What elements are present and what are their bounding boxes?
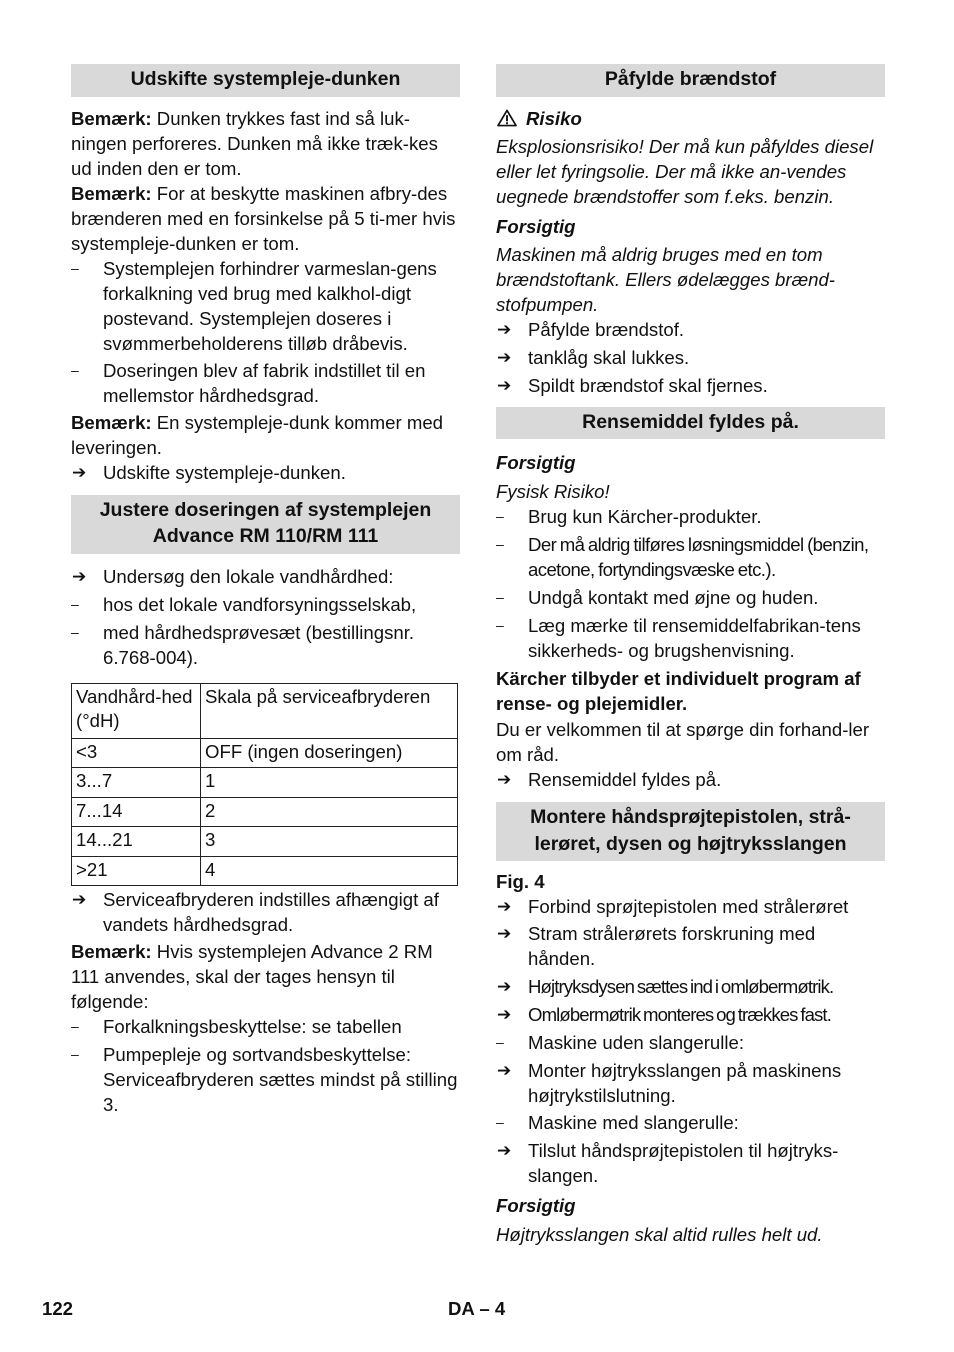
list-item (71, 1042, 460, 1117)
table-header-cell: Skala på serviceafbryderen (201, 683, 458, 738)
caution-text: Højtryksslangen skal altid rulles helt ud. (496, 1224, 823, 1245)
table-row (72, 797, 458, 827)
table-cell: 3 (201, 827, 458, 857)
list-item (71, 620, 460, 670)
action-item (496, 317, 885, 342)
table-header-cell: Vandhård-hed (°dH) (72, 683, 201, 738)
list-item-text: Maskine uden slangerulle: (528, 1032, 745, 1053)
heading-line: Justere doseringen af systemplejen (99, 498, 432, 521)
left-column (71, 64, 460, 1117)
list-item-text: Doseringen blev af fabrik indstillet til en mellemstor hårdhedsgrad. (103, 359, 426, 406)
action-text: Serviceafbryderen indstilles afhængigt af vandets hårdhedsgrad. (103, 889, 439, 935)
dash-bullet: – (71, 259, 79, 276)
action-text: Højtryksdysen sættes ind i omløbermøtrik. (528, 976, 834, 997)
heading-line: Advance RM 110/RM 111 (152, 525, 379, 547)
note-label: Bemærk: (71, 182, 152, 204)
list-item-text: med hårdhedsprøvesæt (bestillingsnr. 6.768-004). (103, 621, 415, 668)
arrow-right-icon: ➔ (72, 566, 87, 586)
page-number: 122 (42, 1298, 74, 1319)
note-text: En systempleje-dunk kommer med leveringen. (71, 411, 444, 458)
list-item (71, 1014, 460, 1039)
dash-bullet: – (71, 1046, 79, 1062)
dash-bullet: – (71, 595, 79, 612)
list-item-text: Læg mærke til rensemiddelfabrikan-tens sikkerheds- og brugshenvisning. (528, 615, 861, 661)
list-item-text: Der må aldrig tilføres løsningsmiddel (benzin, acetone, fortyndingsvæske etc.). (528, 534, 869, 580)
note-2 (71, 181, 460, 256)
dash-bullet: – (71, 1018, 79, 1034)
heading-line: Montere håndsprøjtepistolen, strå- (530, 806, 851, 828)
action-item (496, 373, 885, 398)
dash-bullet: – (496, 1114, 504, 1130)
action-text: Rensemiddel fyldes på. (528, 769, 722, 790)
arrow-right-icon: ➔ (497, 347, 512, 367)
list-item-text: Brug kun Kärcher-produkter. (528, 506, 762, 527)
action-item (71, 564, 460, 589)
arrow-right-icon: ➔ (72, 462, 87, 482)
list-item-text: Systemplejen forhindrer varmeslan-gens forkalkning ved brug med kalkhol-digt postevand. Systemplejen doseres i svømmerbeholderens tilløb dråbevis. (103, 257, 437, 354)
action-item (496, 921, 885, 971)
action-text: Påfylde brændstof. (528, 318, 685, 340)
table-cell: 7...14 (72, 797, 201, 827)
table-row (72, 768, 458, 798)
list-item-text: Maskine med slangerulle: (528, 1112, 739, 1133)
action-text: Monter højtryksslangen på maskinens højtrykstilslutning. (528, 1060, 842, 1106)
action-text: Tilslut håndsprøjtepistolen til højtryks-slangen. (528, 1140, 839, 1186)
warning-triangle-icon (496, 109, 518, 127)
dash-bullet: – (71, 361, 79, 378)
action-item (496, 1058, 885, 1108)
section-heading-refuel: Påfylde brændstof (496, 64, 885, 97)
caution-text: Fysisk Risiko! (496, 481, 610, 502)
action-item (496, 345, 885, 370)
table-cell: 3...7 (72, 768, 201, 798)
section-heading-replace-canister: Udskifte systempleje-dunken (71, 64, 460, 97)
table-row (72, 738, 458, 768)
language-page-indicator: DA – 4 (448, 1298, 506, 1319)
action-text: Forbind sprøjtepistolen med strålerøret (528, 896, 849, 917)
table-cell: 2 (201, 797, 458, 827)
arrow-right-icon: ➔ (497, 924, 512, 943)
list-item (496, 504, 885, 529)
hardness-table (71, 683, 458, 887)
action-text: Spildt brændstof skal fjernes. (528, 374, 768, 396)
table-cell: OFF (ingen doseringen) (201, 738, 458, 768)
list-item-text: hos det lokale vandforsyningsselskab, (103, 593, 417, 615)
arrow-right-icon: ➔ (72, 890, 87, 909)
list-item (496, 585, 885, 610)
dash-bullet: – (496, 508, 504, 524)
dash-bullet: – (496, 1034, 504, 1050)
risk-text: Eksplosionsrisiko! Der må kun påfyldes diesel eller let fyringsolie. Der må ikke an-vendes uegnede brændstoffer som f.eks. benzin. (496, 135, 874, 207)
risk-label-text: Risiko (526, 107, 582, 129)
section-heading-mount-gun (496, 802, 885, 861)
section-heading-adjust-dosing (71, 495, 460, 554)
figure-reference: Fig. 4 (496, 871, 545, 892)
action-item (496, 1002, 885, 1027)
caution-label: Forsigtig (496, 1195, 576, 1216)
action-text: Stram strålerørets forskruning med hånden. (528, 923, 816, 969)
action-text: Udskifte systempleje-dunken. (103, 461, 346, 483)
note-3 (71, 410, 460, 460)
dealer-info: Du er velkommen til at spørge din forhand-ler om råd. (496, 719, 870, 765)
action-text: Omløbermøtrik monteres og trækkes fast. (528, 1004, 831, 1025)
list-item-text: Undgå kontakt med øjne og huden. (528, 587, 819, 608)
arrow-right-icon: ➔ (497, 1141, 512, 1160)
table-row (72, 827, 458, 857)
action-text: tanklåg skal lukkes. (528, 346, 690, 368)
note-4 (71, 939, 460, 1014)
arrow-right-icon: ➔ (497, 897, 512, 916)
note-text: Dunken trykkes fast ind så luk-ningen perforeres. Dunken må ikke træk-kes ud inden den er tom. (71, 107, 438, 179)
list-item-text: Forkalkningsbeskyttelse: se tabellen (103, 1016, 402, 1037)
dash-bullet: – (496, 536, 504, 552)
dash-bullet: – (496, 589, 504, 605)
action-item (496, 767, 885, 792)
list-item (71, 592, 460, 617)
arrow-right-icon: ➔ (497, 770, 512, 789)
action-text: Undersøg den lokale vandhårdhed: (103, 565, 394, 587)
action-item (496, 894, 885, 919)
caution-label: Forsigtig (496, 215, 576, 237)
heading-line: lerøret, dysen og højtryksslangen (534, 832, 847, 855)
table-cell: 1 (201, 768, 458, 798)
action-item (71, 887, 460, 937)
table-cell: 14...21 (72, 827, 201, 857)
action-item (71, 460, 460, 485)
dash-bullet: – (496, 617, 504, 633)
action-item (496, 974, 885, 999)
table-cell: >21 (72, 856, 201, 886)
arrow-right-icon: ➔ (497, 977, 511, 996)
note-label: Bemærk: (71, 107, 152, 129)
table-header-row (72, 683, 458, 738)
risk-label (496, 106, 885, 131)
section-heading-detergent: Rensemiddel fyldes på. (496, 407, 885, 440)
table-cell: <3 (72, 738, 201, 768)
arrow-right-icon: ➔ (497, 319, 512, 339)
note-label: Bemærk: (71, 941, 152, 962)
arrow-right-icon: ➔ (497, 1061, 512, 1080)
caution-label: Forsigtig (496, 452, 576, 473)
table-row (72, 856, 458, 886)
list-item (496, 1110, 885, 1135)
action-item (496, 1138, 885, 1188)
list-item (71, 358, 460, 408)
list-item (496, 532, 885, 582)
note-text: For at beskytte maskinen afbry-des brænderen med en forsinkelse på 5 ti-mer hvis systempleje-dunken er tom. (71, 182, 456, 254)
list-item (496, 613, 885, 663)
list-item (71, 256, 460, 356)
arrow-right-icon: ➔ (497, 375, 512, 395)
right-column (496, 64, 885, 1247)
table-cell: 4 (201, 856, 458, 886)
caution-text: Maskinen må aldrig bruges med en tom brændstoftank. Ellers ødelægges brænd-stofpumpen. (496, 243, 835, 315)
arrow-right-icon: ➔ (497, 1005, 511, 1024)
list-item (496, 1030, 885, 1055)
dash-bullet: – (71, 623, 79, 640)
note-text: Hvis systemplejen Advance 2 RM 111 anvendes, skal der tages hensyn til følgende: (71, 941, 433, 1012)
note-1 (71, 106, 460, 181)
list-item-text: Pumpepleje og sortvandsbeskyttelse: Serviceafbryderen sættes mindst på stilling 3. (103, 1044, 458, 1115)
program-info: Kärcher tilbyder et individuelt program af rense- og plejemidler. (496, 668, 861, 714)
note-label: Bemærk: (71, 411, 152, 433)
